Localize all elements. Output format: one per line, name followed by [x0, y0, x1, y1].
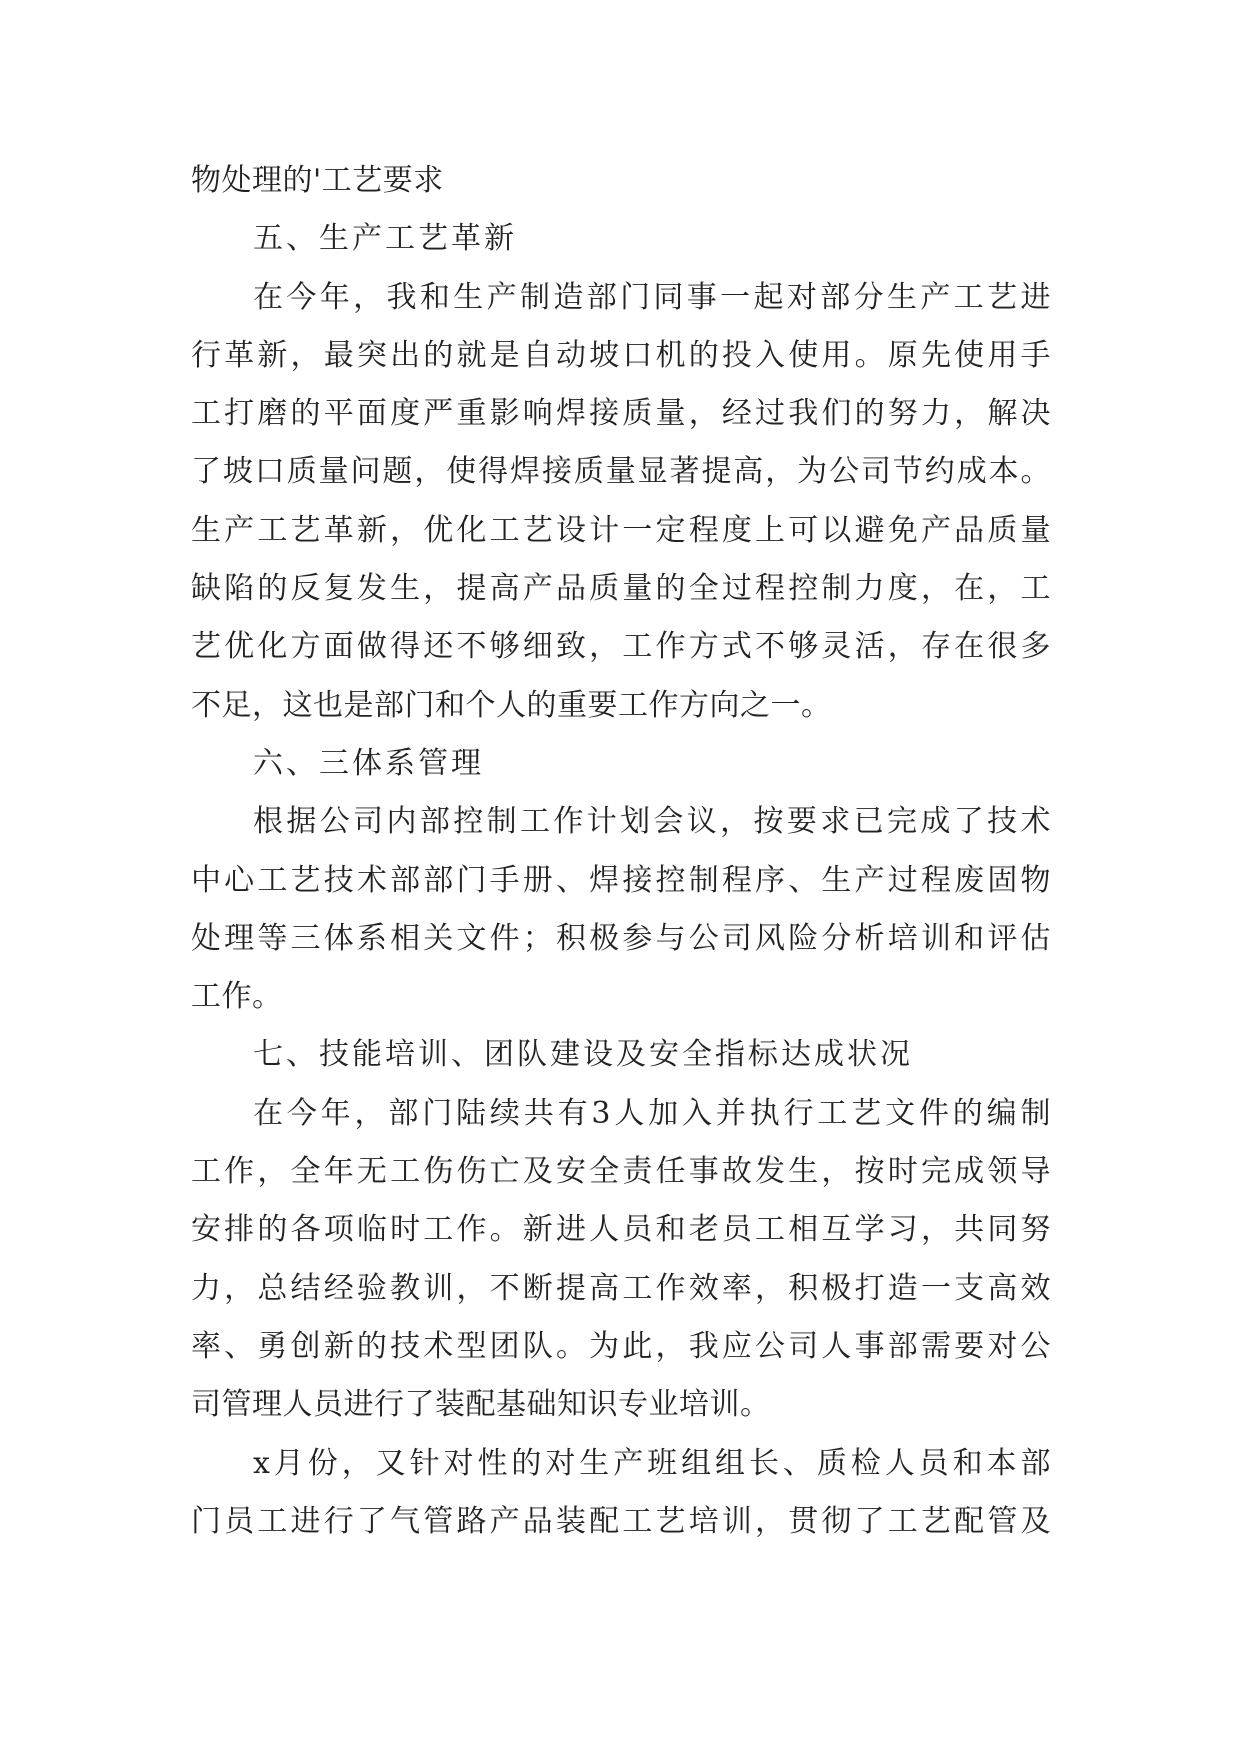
- paragraph-line: 安排的各项临时工作。新进人员和老员工相互学习，共同努: [191, 1212, 1051, 1248]
- section-heading: 五、生产工艺革新: [253, 221, 517, 257]
- paragraph-line: 根据公司内部控制工作计划会议，按要求已完成了技术: [253, 804, 1051, 840]
- paragraph-line: 缺陷的反复发生，提高产品质量的全过程控制力度，在，工: [191, 571, 1051, 607]
- paragraph-line: 工作。: [191, 979, 283, 1015]
- section-heading: 六、三体系管理: [253, 745, 484, 781]
- paragraph-line: 艺优化方面做得还不够细致，工作方式不够灵活，存在很多: [191, 629, 1051, 665]
- paragraph-line: 力，总结经验教训，不断提高工作效率，积极打造一支高效: [191, 1270, 1051, 1306]
- paragraph-line: 中心工艺技术部部门手册、焊接控制程序、生产过程废固物: [191, 862, 1051, 898]
- paragraph-line: 司管理人员进行了装配基础知识专业培训。: [191, 1387, 771, 1423]
- paragraph-line: 了坡口质量问题，使得焊接质量显著提高，为公司节约成本。: [191, 454, 1051, 490]
- paragraph-line: 工作，全年无工伤伤亡及安全责任事故发生，按时完成领导: [191, 1154, 1051, 1190]
- paragraph-line: 处理等三体系相关文件；积极参与公司风险分析培训和评估: [191, 920, 1051, 956]
- paragraph-line: 行革新，最突出的就是自动坡口机的投入使用。原先使用手: [191, 337, 1051, 373]
- paragraph-line: 工打磨的平面度严重影响焊接质量，经过我们的努力，解决: [191, 396, 1051, 432]
- document-body: [191, 152, 1051, 1551]
- paragraph-line: 不足，这也是部门和个人的重要工作方向之一。: [191, 687, 832, 723]
- paragraph-line: 率、勇创新的技术型团队。为此，我应公司人事部需要对公: [191, 1328, 1051, 1364]
- paragraph-line: 在今年，我和生产制造部门同事一起对部分生产工艺进: [253, 279, 1051, 315]
- section-heading: 七、技能培训、团队建设及安全指标达成状况: [253, 1037, 913, 1073]
- paragraph-line: 门员工进行了气管路产品装配工艺培训，贯彻了工艺配管及: [191, 1503, 1051, 1539]
- paragraph-line: 生产工艺革新，优化工艺设计一定程度上可以避免产品质量: [191, 512, 1051, 548]
- paragraph-line: x月份，又针对性的对生产班组组长、质检人员和本部: [253, 1445, 1051, 1481]
- paragraph-line: 在今年，部门陆续共有3人加入并执行工艺文件的编制: [253, 1095, 1051, 1131]
- paragraph-line: 物处理的'工艺要求: [191, 163, 444, 198]
